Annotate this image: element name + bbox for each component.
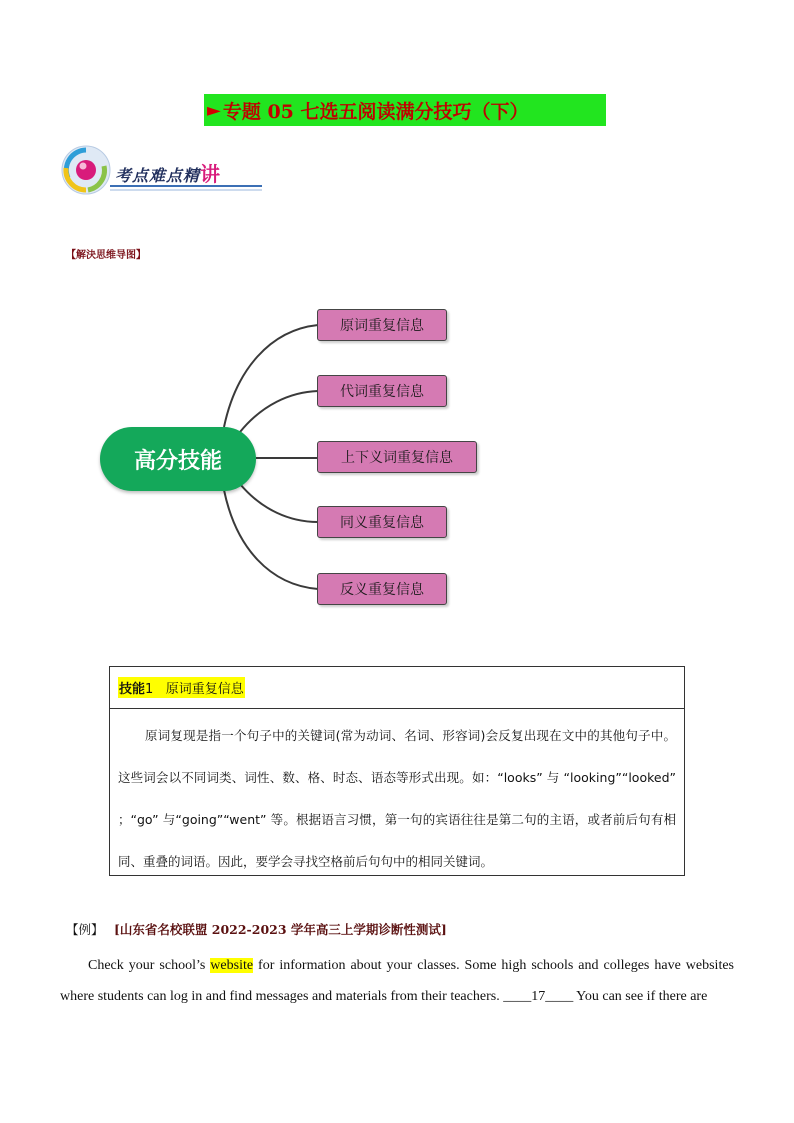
section-tag: 【解決思维导图】 <box>66 250 146 261</box>
mindmap-branch-pronoun: 代词重复信息 <box>317 375 447 407</box>
skill-heading-title: 原词重复信息 <box>165 682 244 697</box>
mindmap-branch-synonym: 同义重复信息 <box>317 506 447 538</box>
connector-line <box>224 490 318 589</box>
page-title-text: 专题 05 七选五阅读满分技巧（下） <box>222 100 529 123</box>
connector-line <box>224 325 318 427</box>
connector-line <box>240 391 318 432</box>
skill-body-text: 原词复现是指一个句子中的关键词(常为动词、名词、形容词)会反复出现在文中的其他句子中。这些词会以不同词类、词性、数、格、时态、语态等形式出现。如：“looks” 与 “looking”“looked” ；“go” 与“going”“went” 等。根据语言习惯，第一句的宾语往往是第二句的主语，或者前后句有相同、重叠的词语。因此，要学会寻找空格前后句句中的相同关键词。 <box>118 728 676 869</box>
logo-caption-main: 考点难点精 <box>115 166 201 185</box>
skill-heading <box>110 667 684 709</box>
skill-box <box>109 666 685 876</box>
example-label: 【例】 <box>66 922 104 937</box>
example-passage <box>60 950 734 1012</box>
mindmap-branch-original-word: 原词重复信息 <box>317 309 447 341</box>
skill-heading-prefix: 技能 <box>119 682 146 697</box>
mindmap-branch-antonym: 反义重复信息 <box>317 573 447 605</box>
example-source: [山东省名校联盟 2022-2023 学年高三上学期诊断性测试] <box>114 922 447 937</box>
logo-caption-accent: 讲 <box>200 162 222 186</box>
passage-text-after: for information about your classes. Some high schools and colleges have websites where students can log in and find messages and materials from their teachers. ____17____ You can see if there are <box>60 958 734 1004</box>
passage-highlight: website <box>210 958 254 973</box>
connector-line <box>240 484 318 522</box>
triangle-marker-icon: ► <box>207 99 221 121</box>
mindmap-branch-hypernym: 上下义词重复信息 <box>317 441 477 473</box>
skill-heading-number: 1 <box>145 682 154 697</box>
skill-heading-highlight <box>118 677 245 698</box>
passage-text-before: Check your school’s <box>88 958 211 973</box>
mindmap-center-node: 高分技能 <box>100 427 256 491</box>
